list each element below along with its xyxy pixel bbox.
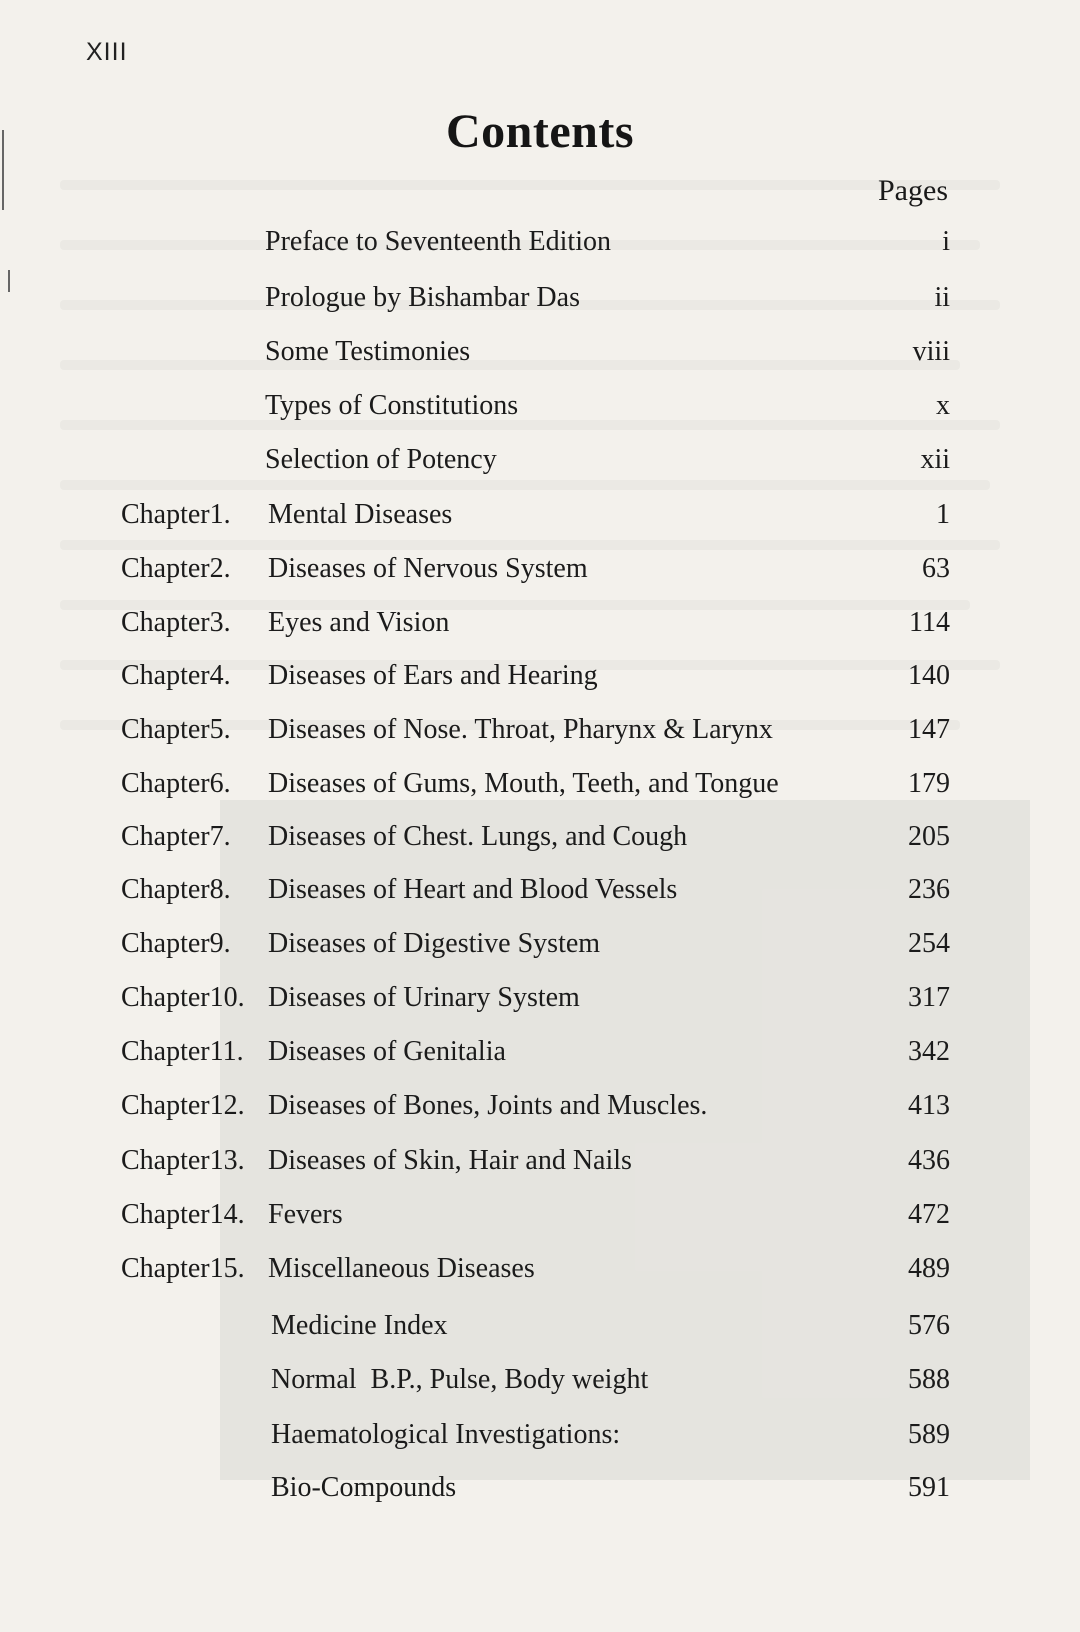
toc-entry-title: Diseases of Nose. Throat, Pharynx & Larynx	[268, 714, 773, 745]
page-number: XIII	[86, 38, 128, 66]
toc-chapter-label: Chapter13.	[121, 1145, 245, 1176]
toc-entry-preface	[0, 224, 1080, 260]
toc-page-number: 588	[908, 1364, 950, 1395]
toc-entry-title: Mental Diseases	[268, 499, 453, 530]
toc-page-number: 589	[908, 1419, 950, 1450]
toc-entry-chapter-6	[0, 766, 1080, 802]
toc-entry-prologue	[0, 280, 1080, 316]
toc-chapter-label: Chapter2.	[121, 553, 231, 584]
toc-page-number: 576	[908, 1310, 950, 1341]
toc-entry-title: Preface to Seventeenth Edition	[265, 226, 611, 257]
toc-entry-medicine-index	[0, 1308, 1080, 1344]
toc-entry-title: Types of Constitutions	[265, 390, 519, 421]
toc-page-number: 489	[908, 1253, 950, 1284]
toc-entry-chapter-14	[0, 1197, 1080, 1233]
toc-entry-potency	[0, 442, 1080, 478]
toc-page-number: 63	[922, 553, 950, 584]
toc-entry-title: Fevers	[268, 1199, 343, 1230]
toc-page-number: ii	[934, 282, 950, 313]
toc-entry-title: Diseases of Digestive System	[268, 928, 601, 959]
toc-entry-testimonies	[0, 334, 1080, 370]
toc-entry-title: Diseases of Heart and Blood Vessels	[268, 874, 678, 905]
pages-column-heading: Pages	[878, 174, 948, 207]
toc-entry-title: Diseases of Nervous System	[268, 553, 588, 584]
toc-page-number: viii	[912, 336, 950, 367]
toc-chapter-label: Chapter10.	[121, 982, 245, 1013]
toc-page-number: 236	[908, 874, 950, 905]
toc-entry-chapter-4	[0, 658, 1080, 694]
toc-entry-chapter-1	[0, 497, 1080, 533]
toc-chapter-label: Chapter5.	[121, 714, 231, 745]
toc-entry-title: Diseases of Chest. Lungs, and Cough	[268, 821, 688, 852]
toc-chapter-label: Chapter11.	[121, 1036, 244, 1067]
toc-chapter-label: Chapter6.	[121, 768, 231, 799]
toc-entry-title: Miscellaneous Diseases	[268, 1253, 535, 1284]
toc-chapter-label: Chapter1.	[121, 499, 231, 530]
toc-entry-title: Eyes and Vision	[268, 607, 450, 638]
page-title: Contents	[445, 105, 634, 158]
toc-entry-title: Prologue by Bishambar Das	[265, 282, 580, 313]
toc-page-number: 472	[908, 1199, 950, 1230]
toc-entry-chapter-15	[0, 1251, 1080, 1287]
toc-chapter-label: Chapter7.	[121, 821, 231, 852]
toc-page-number: i	[942, 226, 950, 257]
toc-entry-constitutions	[0, 388, 1080, 424]
toc-entry-title: Haematological Investigations:	[271, 1419, 621, 1450]
toc-page-number: 413	[908, 1090, 950, 1121]
toc-entry-chapter-11	[0, 1034, 1080, 1070]
toc-page-number: 140	[908, 660, 950, 691]
toc-page-number: 114	[909, 607, 950, 638]
toc-page-number: 342	[908, 1036, 950, 1067]
toc-entry-haematological	[0, 1417, 1080, 1453]
toc-page-number: 436	[908, 1145, 950, 1176]
toc-entry-title: Some Testimonies	[265, 336, 471, 367]
toc-entry-bio-compounds	[0, 1470, 1080, 1506]
toc-entry-title: Bio-Compounds	[271, 1472, 457, 1503]
toc-entry-chapter-8	[0, 872, 1080, 908]
toc-entry-title: Diseases of Ears and Hearing	[268, 660, 598, 691]
toc-entry-chapter-7	[0, 819, 1080, 855]
toc-entry-normal-values	[0, 1362, 1080, 1398]
toc-entry-title: Diseases of Genitalia	[268, 1036, 506, 1067]
toc-page-number: 317	[908, 982, 950, 1013]
toc-page-number: 591	[908, 1472, 950, 1503]
toc-chapter-label: Chapter14.	[121, 1199, 245, 1230]
toc-entry-title: Diseases of Bones, Joints and Muscles.	[268, 1090, 708, 1121]
toc-page-number: xii	[920, 444, 950, 475]
toc-page-number: 205	[908, 821, 950, 852]
toc-page-number: 179	[908, 768, 950, 799]
toc-entry-chapter-2	[0, 551, 1080, 587]
toc-page-number: 254	[908, 928, 950, 959]
toc-entry-chapter-9	[0, 926, 1080, 962]
toc-chapter-label: Chapter15.	[121, 1253, 245, 1284]
toc-page-number: 1	[936, 499, 950, 530]
toc-chapter-label: Chapter4.	[121, 660, 231, 691]
toc-chapter-label: Chapter3.	[121, 607, 231, 638]
toc-chapter-label: Chapter9.	[121, 928, 231, 959]
toc-entry-title: Diseases of Gums, Mouth, Teeth, and Tongue	[268, 768, 779, 799]
toc-entry-title: Normal B.P., Pulse, Body weight	[271, 1364, 649, 1395]
toc-page-number: 147	[908, 714, 950, 745]
toc-chapter-label: Chapter8.	[121, 874, 231, 905]
toc-entry-title: Diseases of Urinary System	[268, 982, 580, 1013]
toc-page-number: x	[936, 390, 950, 421]
toc-entry-chapter-12	[0, 1088, 1080, 1124]
toc-entry-chapter-10	[0, 980, 1080, 1016]
toc-entry-title: Selection of Potency	[265, 444, 497, 475]
toc-entry-title: Diseases of Skin, Hair and Nails	[268, 1145, 632, 1176]
toc-entry-chapter-3	[0, 605, 1080, 641]
toc-entry-chapter-5	[0, 712, 1080, 748]
toc-chapter-label: Chapter12.	[121, 1090, 245, 1121]
toc-entry-title: Medicine Index	[271, 1310, 448, 1341]
toc-entry-chapter-13	[0, 1143, 1080, 1179]
